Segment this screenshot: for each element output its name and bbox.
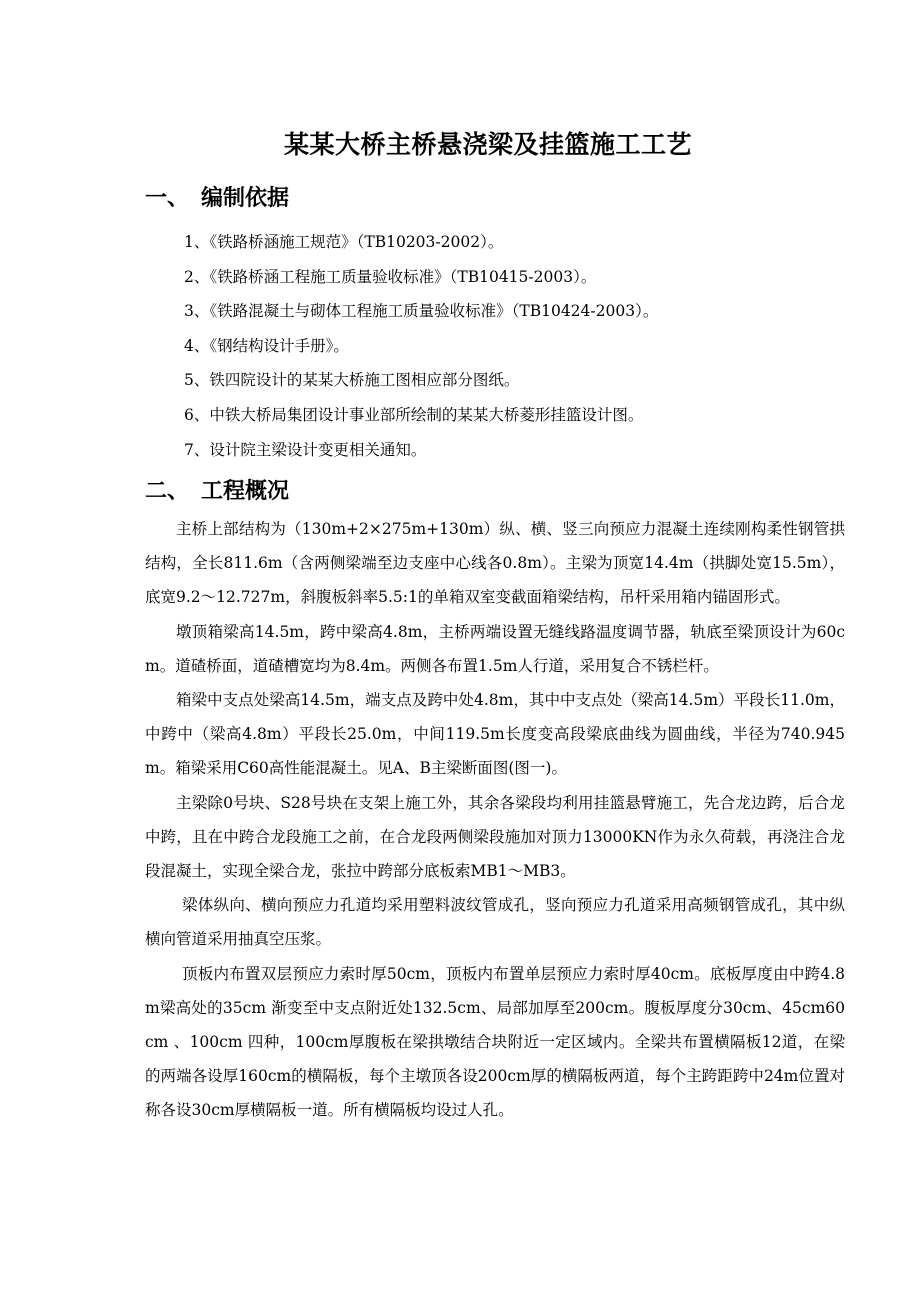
list-item: 1、《铁路桥涵施工规范》（TB10203-2002）。 [184, 233, 504, 251]
list-item: 3、《铁路混凝土与砌体工程施工质量验收标准》（TB10424-2003）。 [184, 302, 659, 321]
list-item: 7、设计院主梁设计变更相关通知。 [184, 440, 427, 459]
list-item: 2、《铁路桥涵工程施工质量验收标准》（TB10415-2003）。 [184, 267, 597, 286]
paragraph: 主桥上部结构为（130m+2×275m+130m）纵、横、竖三向预应力混凝土连续刚构柔性钢管拱结构，全长811.6m（含两侧梁端至边支座中心线各0.8m）。主梁为顶宽14.4m（拱脚处宽15.5m），底宽9.2～12.727m，斜腹板斜率5.5:1的单箱双室变截面箱梁结构，吊杆采用箱内锚固形式。 [145, 520, 845, 607]
section-title: 编制依据 [201, 186, 290, 211]
paragraph: 墩顶箱梁高14.5m，跨中梁高4.8m，主桥两端设置无缝线路温度调节器，轨底至梁顶设计为60cm。道碴桥面，道碴槽宽均为8.4m。两侧各布置1.5m人行道，采用复合不锈栏杆。 [145, 622, 845, 675]
paragraph: 箱梁中支点处梁高14.5m，端支点及跨中处4.8m，其中中支点处（梁高14.5m）平段长11.0m，中跨中（梁高4.8m）平段长25.0m，中间119.5m长度变高段梁底曲线为圆曲线，半径为740.945m。箱梁采用C60高性能混凝土。见A、B主梁断面图(图一)。 [145, 691, 845, 778]
paragraph: 顶板内布置双层预应力索时厚50cm，顶板内布置单层预应力索时厚40cm。底板厚度由中跨4.8m梁高处的35cm 渐变至中支点附近处132.5cm、局部加厚至200cm。腹板厚度分30cm、45cm60cm 、100cm 四种，100cm厚腹板在梁拱墩结合块附近一定区域内。全梁共布置横隔板12道，在梁的两端各设厚160cm的横隔板，每个主墩顶各设200cm厚的横隔板两道，每个主跨距跨中24m位置对称各设30cm厚横隔板一道。所有横隔板均设过人孔。 [145, 964, 845, 1120]
paragraph: 梁体纵向、横向预应力孔道均采用塑料波纹管成孔，竖向预应力孔道采用高频钢管成孔，其中纵横向管道采用抽真空压浆。 [145, 896, 845, 949]
section-number: 一、 [145, 186, 190, 211]
list-item: 5、铁四院设计的某某大桥施工图相应部分图纸。 [184, 371, 520, 390]
list-item: 6、中铁大桥局集团设计事业部所绘制的某某大桥菱形挂篮设计图。 [184, 405, 644, 424]
list-item: 4、《钢结构设计手册》。 [184, 336, 349, 355]
section-heading-basis [145, 184, 289, 214]
section-heading-overview [145, 477, 289, 507]
overview-body [145, 512, 845, 1128]
section-title: 工程概况 [201, 479, 290, 504]
basis-list [184, 225, 658, 467]
section-number: 二、 [145, 479, 190, 504]
document-title: 某某大桥主桥悬浇梁及挂篮施工工艺 [283, 130, 692, 159]
paragraph: 主梁除0号块、S28号块在支架上施工外，其余各梁段均利用挂篮悬臂施工，先合龙边跨，后合龙中跨，且在中跨合龙段施工之前，在合龙段两侧梁段施加对顶力13000KN作为永久荷载，再浇注合龙段混凝土，实现全梁合龙，张拉中跨部分底板索MB1～MB3。 [145, 793, 845, 881]
